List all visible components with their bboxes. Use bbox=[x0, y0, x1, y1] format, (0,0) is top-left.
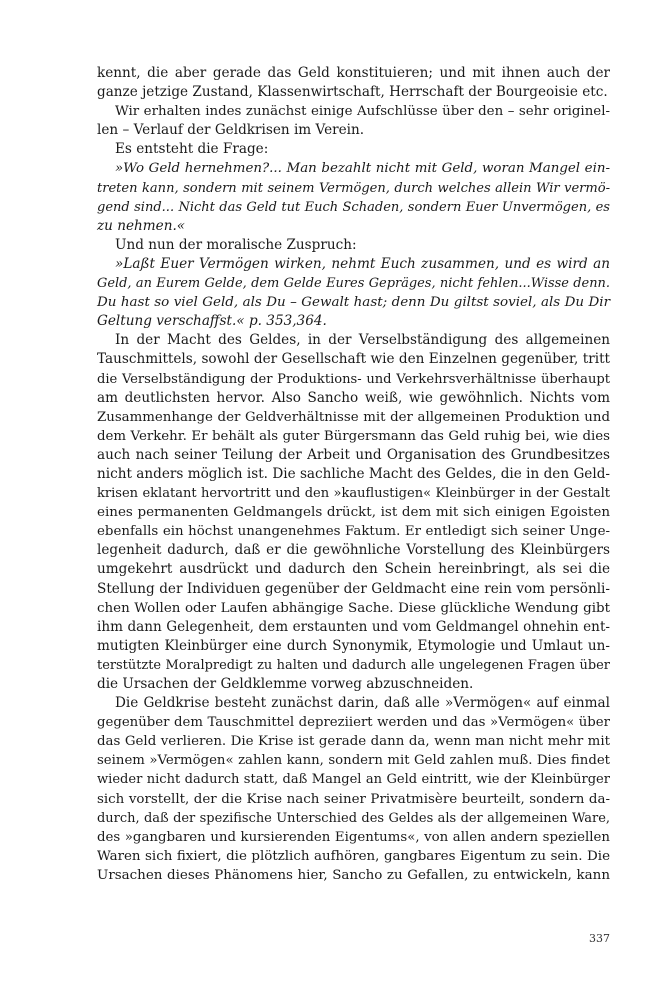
text-line: am deutlichsten hervor. Also Sancho weiß, wie gewöhnlich. Nichts vom bbox=[97, 389, 610, 406]
text-line: kennt, die aber gerade das Geld konstituieren; und mit ihnen auch der bbox=[97, 65, 610, 81]
text-line: gegenüber dem Tauschmittel depreziiert werden und das »Vermögen« über bbox=[97, 715, 610, 731]
text-line: legenheit dadurch, daß er die gewöhnliche Vorstellung des Kleinbürgers bbox=[97, 542, 610, 559]
text-line: ganze jetzige Zustand, Klassenwirtschaft, Herrschaft der Bourgeoisie etc. bbox=[97, 84, 608, 101]
text-line: Die Geldkrise besteht zunächst darin, daß alle »Vermögen« auf einmal bbox=[115, 695, 610, 712]
text-line: zu nehmen.« bbox=[97, 217, 186, 234]
text-line: Zusammenhange der Geldverhältnisse mit der allgemeinen Produktion und bbox=[97, 409, 610, 425]
text-line: durch, daß der spezifische Unterschied des Geldes als der allgemeinen Ware, bbox=[97, 810, 610, 826]
text-line: ihm dann Gelegenheit, dem erstaunten und vom Geldmangel ohnehin ent- bbox=[97, 618, 610, 635]
text-line: dem Verkehr. Er behält als guter Bürgersmann das Geld ruhig bei, wie dies bbox=[97, 428, 610, 444]
text-line: Wir erhalten indes zunächst einige Aufschlüsse über den – sehr originel- bbox=[115, 104, 610, 120]
text-line: auch nach seiner Teilung der Arbeit und Organisation des Grundbesitzes bbox=[97, 446, 610, 463]
text-line: nicht anders möglich ist. Die sachliche Macht des Geldes, die in den Geld- bbox=[97, 465, 610, 482]
text-line: das Geld verlieren. Die Krise ist gerade dann da, wenn man nicht mehr mit bbox=[97, 734, 610, 750]
text-line: des »gangbaren und kursierenden Eigentums«, von allen andern speziellen bbox=[97, 829, 610, 845]
text-line: eines permanenten Geldmangels drückt, ist dem mit sich einigen Egoisten bbox=[97, 504, 610, 521]
text-line: seinem »Vermögen« zahlen kann, sondern mit Geld zahlen muß. Dies findet bbox=[97, 753, 610, 769]
text-line: Du hast so viel Geld, als Du – Gewalt hast; denn Du giltst soviel, als Du Dir bbox=[97, 295, 610, 311]
text-line: Stellung der Individuen gegenüber der Geldmacht eine rein vom persönli- bbox=[97, 580, 610, 597]
text-line: die Verselbständigung der Produktions- und Verkehrsverhältnisse überhaupt bbox=[97, 371, 610, 387]
text-line: sich vorstellt, der die Krise nach seiner Privatmisère beurteilt, sondern da- bbox=[97, 791, 610, 807]
text-line: Tauschmittels, sowohl der Gesellschaft wie den Einzelnen gegenüber, tritt bbox=[97, 351, 610, 368]
page-number: 337 bbox=[589, 932, 610, 945]
text-line: »Wo Geld hernehmen?... Man bezahlt nicht mit Geld, woran Mangel ein- bbox=[115, 161, 610, 177]
text-line: treten kann, sondern mit seinem Vermögen, durch welches allein Wir vermö- bbox=[97, 180, 610, 196]
text-line: Geltung verschaffst.« p. 353,364. bbox=[97, 313, 327, 330]
text-line: Ursachen dieses Phänomens hier, Sancho zu Gefallen, zu entwickeln, kann bbox=[97, 867, 610, 883]
text-line: ebenfalls ein höchst unangenehmes Faktum. Er entledigt sich seiner Unge- bbox=[97, 524, 610, 540]
text-line: terstützte Moralpredigt zu halten und dadurch alle ungelegenen Fragen über bbox=[97, 657, 610, 673]
text-line: »Laßt Euer Vermögen wirken, nehmt Euch zusammen, und es wird an bbox=[115, 255, 610, 272]
text-line: krisen eklatant hervortritt und den »kauflustigen« Kleinbürger in der Gestalt bbox=[97, 486, 610, 502]
text-line: gend sind... Nicht das Geld tut Euch Schaden, sondern Euer Unvermögen, es bbox=[97, 199, 610, 215]
text-line: chen Wollen oder Laufen abhängige Sache. Diese glückliche Wendung gibt bbox=[97, 600, 610, 616]
text-line: In der Macht des Geldes, in der Verselbständigung des allgemeinen bbox=[115, 332, 610, 349]
text-line: die Ursachen der Geldklemme vorweg abzuschneiden. bbox=[97, 676, 474, 692]
text-line: Es entsteht die Frage: bbox=[115, 141, 269, 158]
text-line: Waren sich fixiert, die plötzlich aufhören, gangbares Eigentum zu sein. Die bbox=[97, 848, 610, 864]
text-line: wieder nicht dadurch statt, daß Mangel an Geld eintritt, wie der Kleinbürger bbox=[97, 772, 610, 788]
text-line: Geld, an Eurem Gelde, dem Gelde Eures Gepräges, nicht fehlen...Wisse denn. bbox=[97, 276, 610, 292]
text-line: len – Verlauf der Geldkrisen im Verein. bbox=[97, 122, 365, 139]
text-line: Und nun der moralische Zuspruch: bbox=[115, 236, 357, 253]
body-text bbox=[97, 64, 610, 885]
text-line: umgekehrt ausdrückt und dadurch den Schein hereinbringt, als sei die bbox=[97, 561, 610, 578]
text-line: mutigten Kleinbürger eine durch Synonymik, Etymologie und Umlaut un- bbox=[97, 637, 610, 654]
